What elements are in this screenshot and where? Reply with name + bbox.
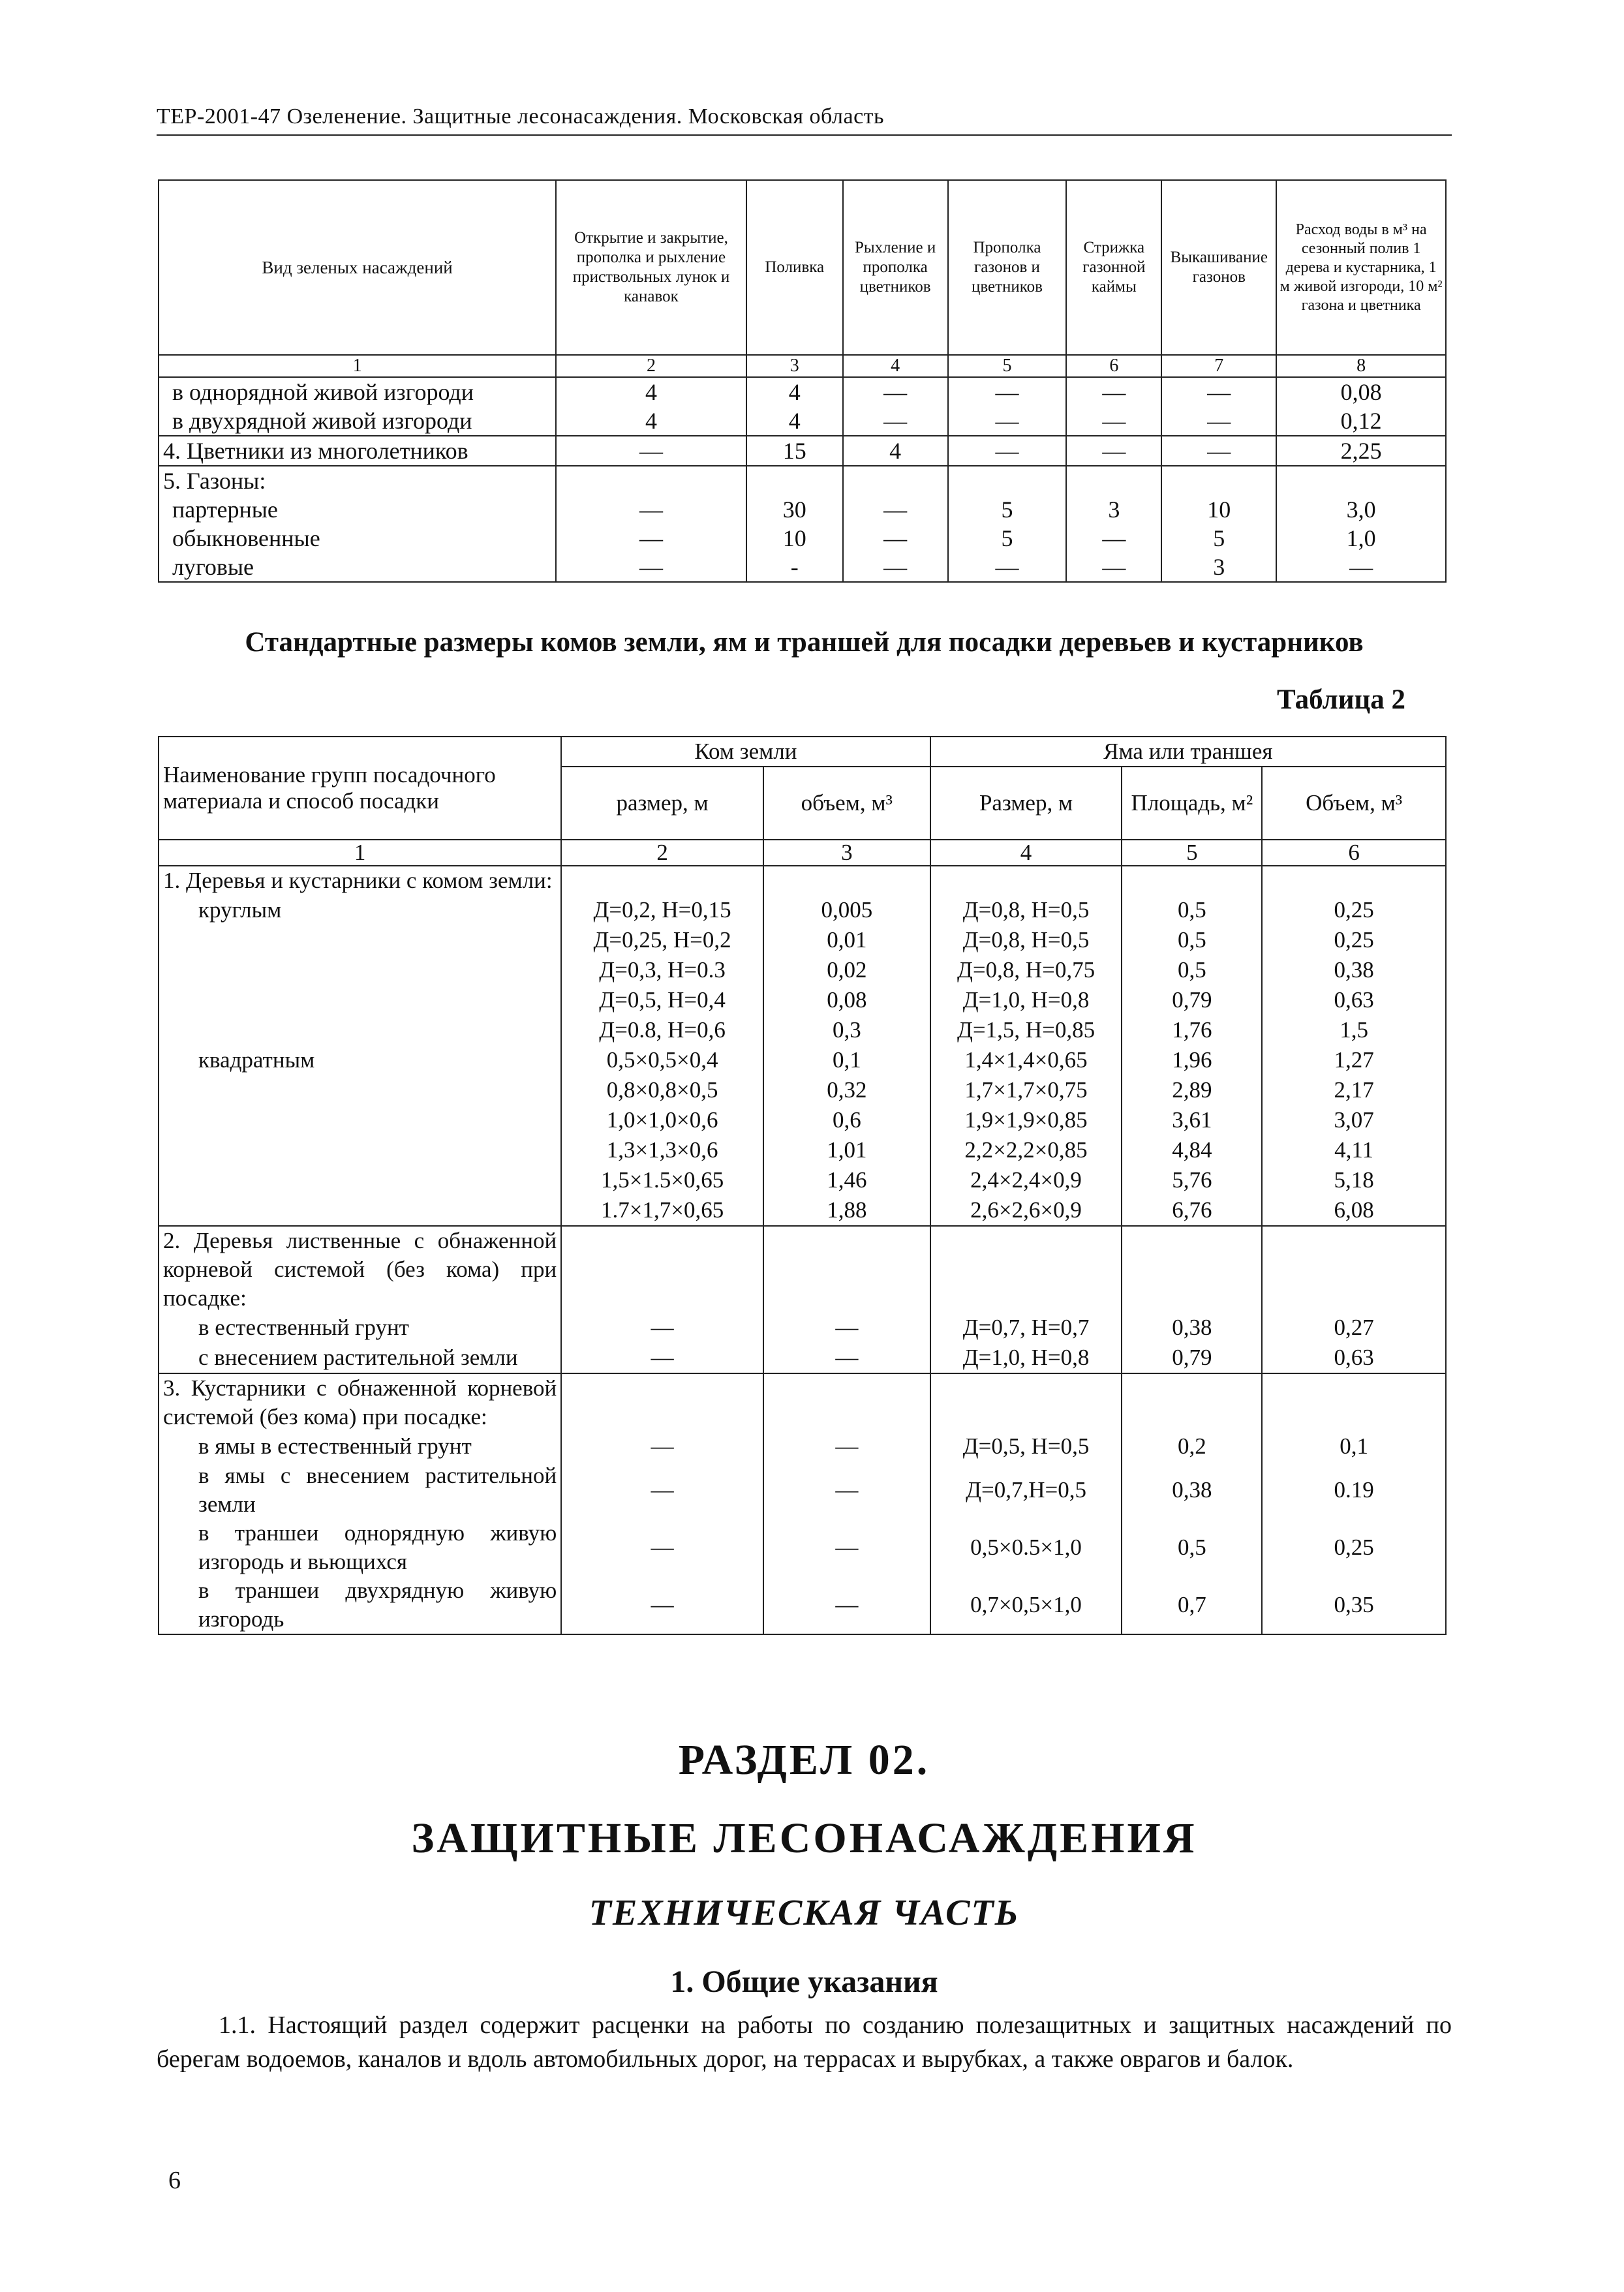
cell-value: 6,08 xyxy=(1262,1195,1446,1226)
cell-value: — xyxy=(561,1343,763,1373)
cell-value xyxy=(843,466,948,495)
row-label: обыкновенные xyxy=(159,524,556,553)
row-label xyxy=(159,1195,561,1226)
row-label xyxy=(159,955,561,985)
table-row xyxy=(159,866,1446,895)
row-label xyxy=(159,925,561,955)
t2-header-yama: Яма или траншея xyxy=(930,737,1446,767)
empty-cell xyxy=(1262,1373,1446,1431)
row-label: в однорядной живой изгороди xyxy=(159,377,556,406)
section-name: ЗАЩИТНЫЕ ЛЕСОНАСАЖДЕНИЯ xyxy=(411,1814,1197,1862)
sizes-table xyxy=(158,736,1447,1635)
cell-value: 1,0 xyxy=(1276,524,1446,553)
row-label xyxy=(159,985,561,1015)
t1-col-number: 5 xyxy=(948,355,1067,377)
cell-value xyxy=(556,466,746,495)
t2-col-number: 1 xyxy=(159,840,561,866)
cell-value: — xyxy=(948,406,1067,436)
cell-value: 0,8×0,8×0,5 xyxy=(561,1075,763,1105)
cell-value: 4 xyxy=(746,406,843,436)
row-label: в ямы с внесением растительной земли xyxy=(159,1461,561,1519)
cell-value: 0,005 xyxy=(763,895,930,925)
row-label: в траншеи двухрядную живую изгородь xyxy=(159,1576,561,1634)
cell-value: Д=1,5, Н=0,85 xyxy=(930,1015,1122,1045)
cell-value: 0,63 xyxy=(1262,1343,1446,1373)
t1-header-trimming: Стрижка газонной каймы xyxy=(1066,180,1161,355)
t1-header-loosening: Рыхление и прополка цветников xyxy=(843,180,948,355)
t1-col-number: 6 xyxy=(1066,355,1161,377)
technical-part-heading: ТЕХНИЧЕСКАЯ ЧАСТЬ xyxy=(589,1893,1020,1933)
cell-value: - xyxy=(746,553,843,582)
cell-value: 0,79 xyxy=(1122,985,1262,1015)
cell-value: 1,5 xyxy=(1262,1015,1446,1045)
cell-value: — xyxy=(843,495,948,524)
row-label: круглым xyxy=(159,895,561,925)
page-number: 6 xyxy=(168,2167,181,2194)
cell-value: 0,38 xyxy=(1122,1313,1262,1343)
cell-value: 0,5 xyxy=(1122,1519,1262,1576)
cell-value: 2,2×2,2×0,85 xyxy=(930,1135,1122,1165)
cell-value: — xyxy=(948,553,1067,582)
empty-cell xyxy=(561,866,763,895)
cell-value: 0,12 xyxy=(1276,406,1446,436)
t1-col-number: 3 xyxy=(746,355,843,377)
cell-value: — xyxy=(843,406,948,436)
cell-value: 3,0 xyxy=(1276,495,1446,524)
cell-value: 0,01 xyxy=(763,925,930,955)
cell-value: 0,5 xyxy=(1122,955,1262,985)
cell-value: 2,17 xyxy=(1262,1075,1446,1105)
cell-value: 0,02 xyxy=(763,955,930,985)
t1-number-row xyxy=(159,355,1446,377)
table-row xyxy=(159,436,1446,466)
t2-body xyxy=(159,840,1446,1634)
cell-value: 5,76 xyxy=(1122,1165,1262,1195)
cell-value: 4 xyxy=(556,377,746,406)
cell-value: 0,5×0,5×0,4 xyxy=(561,1045,763,1075)
cell-value: 4 xyxy=(556,406,746,436)
t2-header-size2: Размер, м xyxy=(930,767,1122,840)
cell-value: — xyxy=(1066,377,1161,406)
t2-header-area: Площадь, м² xyxy=(1122,767,1262,840)
cell-value: — xyxy=(561,1313,763,1343)
row-label: в ямы в естественный грунт xyxy=(159,1431,561,1461)
cell-value: — xyxy=(763,1519,930,1576)
cell-value: 4,84 xyxy=(1122,1135,1262,1165)
row-label xyxy=(159,1135,561,1165)
cell-value xyxy=(1276,466,1446,495)
cell-value: — xyxy=(843,524,948,553)
table2-label: Таблица 2 xyxy=(1277,684,1405,715)
cell-value: 1,3×1,3×0,6 xyxy=(561,1135,763,1165)
cell-value: 0,7 xyxy=(1122,1576,1262,1634)
cell-value: — xyxy=(556,436,746,466)
t1-header-weeding: Прополка газонов и цветников xyxy=(948,180,1067,355)
row-label: квадратным xyxy=(159,1045,561,1075)
table-row xyxy=(159,1313,1446,1343)
table-row xyxy=(159,1431,1446,1461)
t1-header-watering: Поливка xyxy=(746,180,843,355)
cell-value: — xyxy=(561,1431,763,1461)
t1-col-number: 4 xyxy=(843,355,948,377)
cell-value: 0,25 xyxy=(1262,895,1446,925)
cell-value: 2,4×2,4×0,9 xyxy=(930,1165,1122,1195)
table-row xyxy=(159,406,1446,436)
cell-value: 4,11 xyxy=(1262,1135,1446,1165)
empty-cell xyxy=(930,1226,1122,1313)
cell-value: — xyxy=(1161,406,1276,436)
table-row xyxy=(159,1343,1446,1373)
cell-value: Д=1,0, Н=0,8 xyxy=(930,1343,1122,1373)
cell-value: Д=0,7, Н=0,7 xyxy=(930,1313,1122,1343)
cell-value: 3 xyxy=(1161,553,1276,582)
table-row xyxy=(159,895,1446,925)
cell-value: Д=1,0, Н=0,8 xyxy=(930,985,1122,1015)
t1-header-mowing: Выкашивание газонов xyxy=(1161,180,1276,355)
cell-value: — xyxy=(561,1519,763,1576)
t1-col-number: 7 xyxy=(1161,355,1276,377)
cell-value: — xyxy=(843,377,948,406)
cell-value xyxy=(948,466,1067,495)
table-row xyxy=(159,985,1446,1015)
row-label: в двухрядной живой изгороди xyxy=(159,406,556,436)
cell-value: Д=0,7,Н=0,5 xyxy=(930,1461,1122,1519)
cell-value: 0.19 xyxy=(1262,1461,1446,1519)
cell-value: 0,63 xyxy=(1262,985,1446,1015)
cell-value: — xyxy=(556,495,746,524)
cell-value: Д=0,25, Н=0,2 xyxy=(561,925,763,955)
table-row xyxy=(159,1165,1446,1195)
t1-body xyxy=(159,355,1446,582)
row-label xyxy=(159,1105,561,1135)
t2-col-number: 6 xyxy=(1262,840,1446,866)
table-row xyxy=(159,377,1446,406)
group-1-title: 1. Деревья и кустарники с комом земли: xyxy=(159,866,561,895)
t2-col-number: 3 xyxy=(763,840,930,866)
table-row xyxy=(159,524,1446,553)
cell-value: 3,61 xyxy=(1122,1105,1262,1135)
cell-value: Д=0,5, Н=0,5 xyxy=(930,1431,1122,1461)
cell-value: — xyxy=(948,436,1067,466)
general-heading: 1. Общие указания xyxy=(670,1964,938,1999)
cell-value: 0,6 xyxy=(763,1105,930,1135)
cell-value: 2,25 xyxy=(1276,436,1446,466)
cell-value: Д=0,2, Н=0,15 xyxy=(561,895,763,925)
empty-cell xyxy=(763,1373,930,1431)
cell-value: 0,5 xyxy=(1122,895,1262,925)
cell-value: 1,76 xyxy=(1122,1015,1262,1045)
table-row xyxy=(159,1045,1446,1075)
row-label: 5. Газоны: xyxy=(159,466,556,495)
table-row xyxy=(159,1576,1446,1634)
cell-value: 3 xyxy=(1066,495,1161,524)
cell-value: Д=0,5, Н=0,4 xyxy=(561,985,763,1015)
empty-cell xyxy=(1262,866,1446,895)
empty-cell xyxy=(930,866,1122,895)
cell-value: 5 xyxy=(948,495,1067,524)
row-label xyxy=(159,1015,561,1045)
cell-value: 0,5 xyxy=(1122,925,1262,955)
cell-value: — xyxy=(561,1461,763,1519)
cell-value: 1,0×1,0×0,6 xyxy=(561,1105,763,1135)
table-row xyxy=(159,925,1446,955)
cell-value: 2,89 xyxy=(1122,1075,1262,1105)
group-3-title: 3. Кустарники с обнаженной корневой системой (без кома) при посадке: xyxy=(159,1373,561,1431)
t2-col-number: 4 xyxy=(930,840,1122,866)
cell-value: — xyxy=(763,1576,930,1634)
t2-header-vol2: Объем, м³ xyxy=(1262,767,1446,840)
t2-header-name: Наименование групп посадочного материала и способ посадки xyxy=(159,737,561,840)
row-label xyxy=(159,1165,561,1195)
cell-value: 10 xyxy=(746,524,843,553)
table-row xyxy=(159,1373,1446,1431)
empty-cell xyxy=(1122,1226,1262,1313)
cell-value: 0,25 xyxy=(1262,1519,1446,1576)
cell-value: — xyxy=(763,1461,930,1519)
row-label: в естественный грунт xyxy=(159,1313,561,1343)
cell-value: 0,38 xyxy=(1262,955,1446,985)
maintenance-table xyxy=(158,179,1447,583)
table-row xyxy=(159,1135,1446,1165)
cell-value: 0,25 xyxy=(1262,925,1446,955)
empty-cell xyxy=(1262,1226,1446,1313)
table-row xyxy=(159,495,1446,524)
cell-value: — xyxy=(948,377,1067,406)
cell-value: 0,27 xyxy=(1262,1313,1446,1343)
row-label: 4. Цветники из многолетников xyxy=(159,436,556,466)
cell-value: 1,27 xyxy=(1262,1045,1446,1075)
table-row xyxy=(159,1075,1446,1105)
table-row xyxy=(159,1105,1446,1135)
page-header: ТЕР-2001-47 Озеленение. Защитные лесонасаждения. Московская область xyxy=(157,104,1452,136)
t2-col-number: 5 xyxy=(1122,840,1262,866)
cell-value: 1,5×1.5×0,65 xyxy=(561,1165,763,1195)
cell-value: 0,35 xyxy=(1262,1576,1446,1634)
cell-value: 0,1 xyxy=(1262,1431,1446,1461)
t2-col-number: 2 xyxy=(561,840,763,866)
cell-value: 1,96 xyxy=(1122,1045,1262,1075)
empty-cell xyxy=(561,1226,763,1313)
cell-value: Д=0,3, Н=0.3 xyxy=(561,955,763,985)
cell-value: 1,01 xyxy=(763,1135,930,1165)
cell-value: — xyxy=(763,1313,930,1343)
t2-number-row xyxy=(159,840,1446,866)
paragraph-1-1: 1.1. Настоящий раздел содержит расценки на работы по созданию полезащитных и защитных насаждений по берегам водоемов, каналов и вдоль автомобильных дорог, на террасах и вырубках, а также оврагов и балок. xyxy=(157,2011,1452,2073)
cell-value: — xyxy=(1276,553,1446,582)
cell-value: — xyxy=(1066,436,1161,466)
t1-header-water: Расход воды в м³ на сезонный полив 1 дерева и кустарника, 1 м живой изгороди, 10 м² газона и цветника xyxy=(1276,180,1446,355)
table-row xyxy=(159,466,1446,495)
cell-value: 1,88 xyxy=(763,1195,930,1226)
empty-cell xyxy=(930,1373,1122,1431)
cell-value: 5 xyxy=(948,524,1067,553)
cell-value: 1,9×1,9×0,85 xyxy=(930,1105,1122,1135)
cell-value xyxy=(746,466,843,495)
cell-value: — xyxy=(763,1431,930,1461)
cell-value: — xyxy=(561,1576,763,1634)
cell-value: 10 xyxy=(1161,495,1276,524)
t1-header-opening: Открытие и закрытие, прополка и рыхление приствольных лунок и канавок xyxy=(556,180,746,355)
empty-cell xyxy=(561,1373,763,1431)
row-label: в траншеи однорядную живую изгородь и вьющихся xyxy=(159,1519,561,1576)
cell-value: 0,2 xyxy=(1122,1431,1262,1461)
cell-value: 5,18 xyxy=(1262,1165,1446,1195)
cell-value: 0,7×0,5×1,0 xyxy=(930,1576,1122,1634)
section-number: РАЗДЕЛ 02. xyxy=(678,1736,930,1784)
table-row xyxy=(159,553,1446,582)
cell-value: 0,5×0.5×1,0 xyxy=(930,1519,1122,1576)
table-row xyxy=(159,1226,1446,1313)
cell-value: Д=0,8, Н=0,5 xyxy=(930,895,1122,925)
empty-cell xyxy=(1122,1373,1262,1431)
table-row xyxy=(159,955,1446,985)
t2-header-vol: объем, м³ xyxy=(763,767,930,840)
cell-value: — xyxy=(1066,406,1161,436)
cell-value: 0,38 xyxy=(1122,1461,1262,1519)
cell-value: — xyxy=(1066,524,1161,553)
cell-value: — xyxy=(763,1343,930,1373)
table-row xyxy=(159,1519,1446,1576)
cell-value: 6,76 xyxy=(1122,1195,1262,1226)
empty-cell xyxy=(763,1226,930,1313)
cell-value: Д=0,8, Н=0,75 xyxy=(930,955,1122,985)
cell-value: 15 xyxy=(746,436,843,466)
t1-header-type: Вид зеленых насаждений xyxy=(159,180,556,355)
table-row xyxy=(159,1461,1446,1519)
cell-value: 0,1 xyxy=(763,1045,930,1075)
cell-value: 0,08 xyxy=(1276,377,1446,406)
row-label xyxy=(159,1075,561,1105)
t2-header-kom: Ком земли xyxy=(561,737,930,767)
table2-title: Стандартные размеры комов земли, ям и траншей для посадки деревьев и кустарников xyxy=(245,627,1364,658)
t1-col-number: 8 xyxy=(1276,355,1446,377)
cell-value: — xyxy=(556,553,746,582)
cell-value: 4 xyxy=(746,377,843,406)
cell-value xyxy=(1066,466,1161,495)
empty-cell xyxy=(1122,866,1262,895)
cell-value: 3,07 xyxy=(1262,1105,1446,1135)
cell-value: — xyxy=(1161,436,1276,466)
cell-value: 4 xyxy=(843,436,948,466)
t2-header-size: размер, м xyxy=(561,767,763,840)
group-2-title: 2. Деревья лиственные с обнаженной корневой системой (без кома) при посадке: xyxy=(159,1226,561,1313)
cell-value: 0,32 xyxy=(763,1075,930,1105)
cell-value: 0,79 xyxy=(1122,1343,1262,1373)
table-row xyxy=(159,1195,1446,1226)
cell-value: 0,3 xyxy=(763,1015,930,1045)
cell-value: 2,6×2,6×0,9 xyxy=(930,1195,1122,1226)
cell-value: 1,46 xyxy=(763,1165,930,1195)
cell-value: 1.7×1,7×0,65 xyxy=(561,1195,763,1226)
cell-value: — xyxy=(556,524,746,553)
cell-value: 1,7×1,7×0,75 xyxy=(930,1075,1122,1105)
row-label: с внесением растительной земли xyxy=(159,1343,561,1373)
cell-value: 1,4×1,4×0,65 xyxy=(930,1045,1122,1075)
cell-value: — xyxy=(843,553,948,582)
empty-cell xyxy=(763,866,930,895)
cell-value: — xyxy=(1066,553,1161,582)
cell-value: 5 xyxy=(1161,524,1276,553)
cell-value: Д=0,8, Н=0,5 xyxy=(930,925,1122,955)
t1-col-number: 2 xyxy=(556,355,746,377)
cell-value xyxy=(1161,466,1276,495)
t1-col-number: 1 xyxy=(159,355,556,377)
cell-value: 30 xyxy=(746,495,843,524)
table-row xyxy=(159,1015,1446,1045)
cell-value: Д=0.8, Н=0,6 xyxy=(561,1015,763,1045)
cell-value: — xyxy=(1161,377,1276,406)
row-label: луговые xyxy=(159,553,556,582)
cell-value: 0,08 xyxy=(763,985,930,1015)
row-label: партерные xyxy=(159,495,556,524)
